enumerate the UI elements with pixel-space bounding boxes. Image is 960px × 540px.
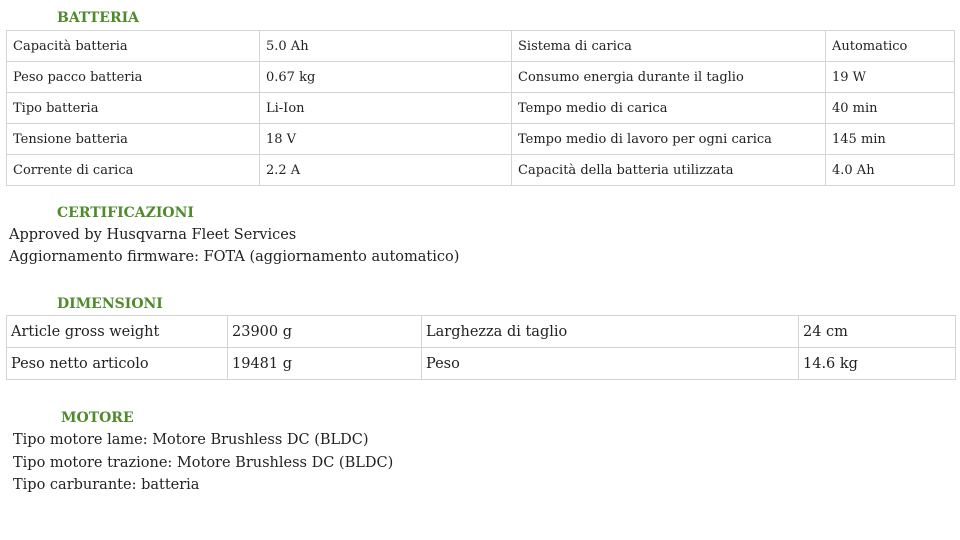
table-cell: Article gross weight xyxy=(7,316,228,348)
table-cell: Tensione batteria xyxy=(7,124,260,155)
table-row xyxy=(7,31,955,62)
table-cell: Li-Ion xyxy=(260,93,512,124)
table-cell: 0.67 kg xyxy=(260,62,512,93)
dimensioni-heading: DIMENSIONI xyxy=(57,296,163,312)
table-cell: 14.6 kg xyxy=(799,348,956,380)
table-cell: 5.0 Ah xyxy=(260,31,512,62)
certificazione-line: Approved by Husqvarna Fleet Services xyxy=(9,227,297,243)
motore-heading: MOTORE xyxy=(61,410,134,426)
table-cell: 19481 g xyxy=(228,348,422,380)
table-cell: 145 min xyxy=(826,124,955,155)
motore-line: Tipo motore trazione: Motore Brushless DC (BLDC) xyxy=(13,455,394,471)
table-cell: Peso xyxy=(422,348,799,380)
table-cell: 24 cm xyxy=(799,316,956,348)
table-cell: 2.2 A xyxy=(260,155,512,186)
motore-line: Tipo carburante: batteria xyxy=(13,477,200,493)
table-cell: Peso pacco batteria xyxy=(7,62,260,93)
table-cell: Larghezza di taglio xyxy=(422,316,799,348)
table-row xyxy=(7,316,956,348)
motore-line: Tipo motore lame: Motore Brushless DC (BLDC) xyxy=(13,432,369,448)
table-cell: 18 V xyxy=(260,124,512,155)
table-row xyxy=(7,155,955,186)
batteria-heading: BATTERIA xyxy=(57,10,139,26)
table-cell: Tempo medio di lavoro per ogni carica xyxy=(512,124,826,155)
table-cell: Peso netto articolo xyxy=(7,348,228,380)
table-row xyxy=(7,62,955,93)
table-cell: Tempo medio di carica xyxy=(512,93,826,124)
table-row xyxy=(7,348,956,380)
certificazione-line: Aggiornamento firmware: FOTA (aggiornamento automatico) xyxy=(9,249,460,265)
table-cell: Sistema di carica xyxy=(512,31,826,62)
table-cell: 40 min xyxy=(826,93,955,124)
table-row xyxy=(7,124,955,155)
table-cell: 23900 g xyxy=(228,316,422,348)
table-cell: Capacità batteria xyxy=(7,31,260,62)
batteria-table xyxy=(6,30,955,186)
table-cell: Automatico xyxy=(826,31,955,62)
table-cell: Capacità della batteria utilizzata xyxy=(512,155,826,186)
table-cell: 4.0 Ah xyxy=(826,155,955,186)
table-cell: Corrente di carica xyxy=(7,155,260,186)
table-cell: Tipo batteria xyxy=(7,93,260,124)
table-row xyxy=(7,93,955,124)
table-cell: Consumo energia durante il taglio xyxy=(512,62,826,93)
dimensioni-table xyxy=(6,315,956,380)
table-cell: 19 W xyxy=(826,62,955,93)
certificazioni-heading: CERTIFICAZIONI xyxy=(57,205,194,221)
